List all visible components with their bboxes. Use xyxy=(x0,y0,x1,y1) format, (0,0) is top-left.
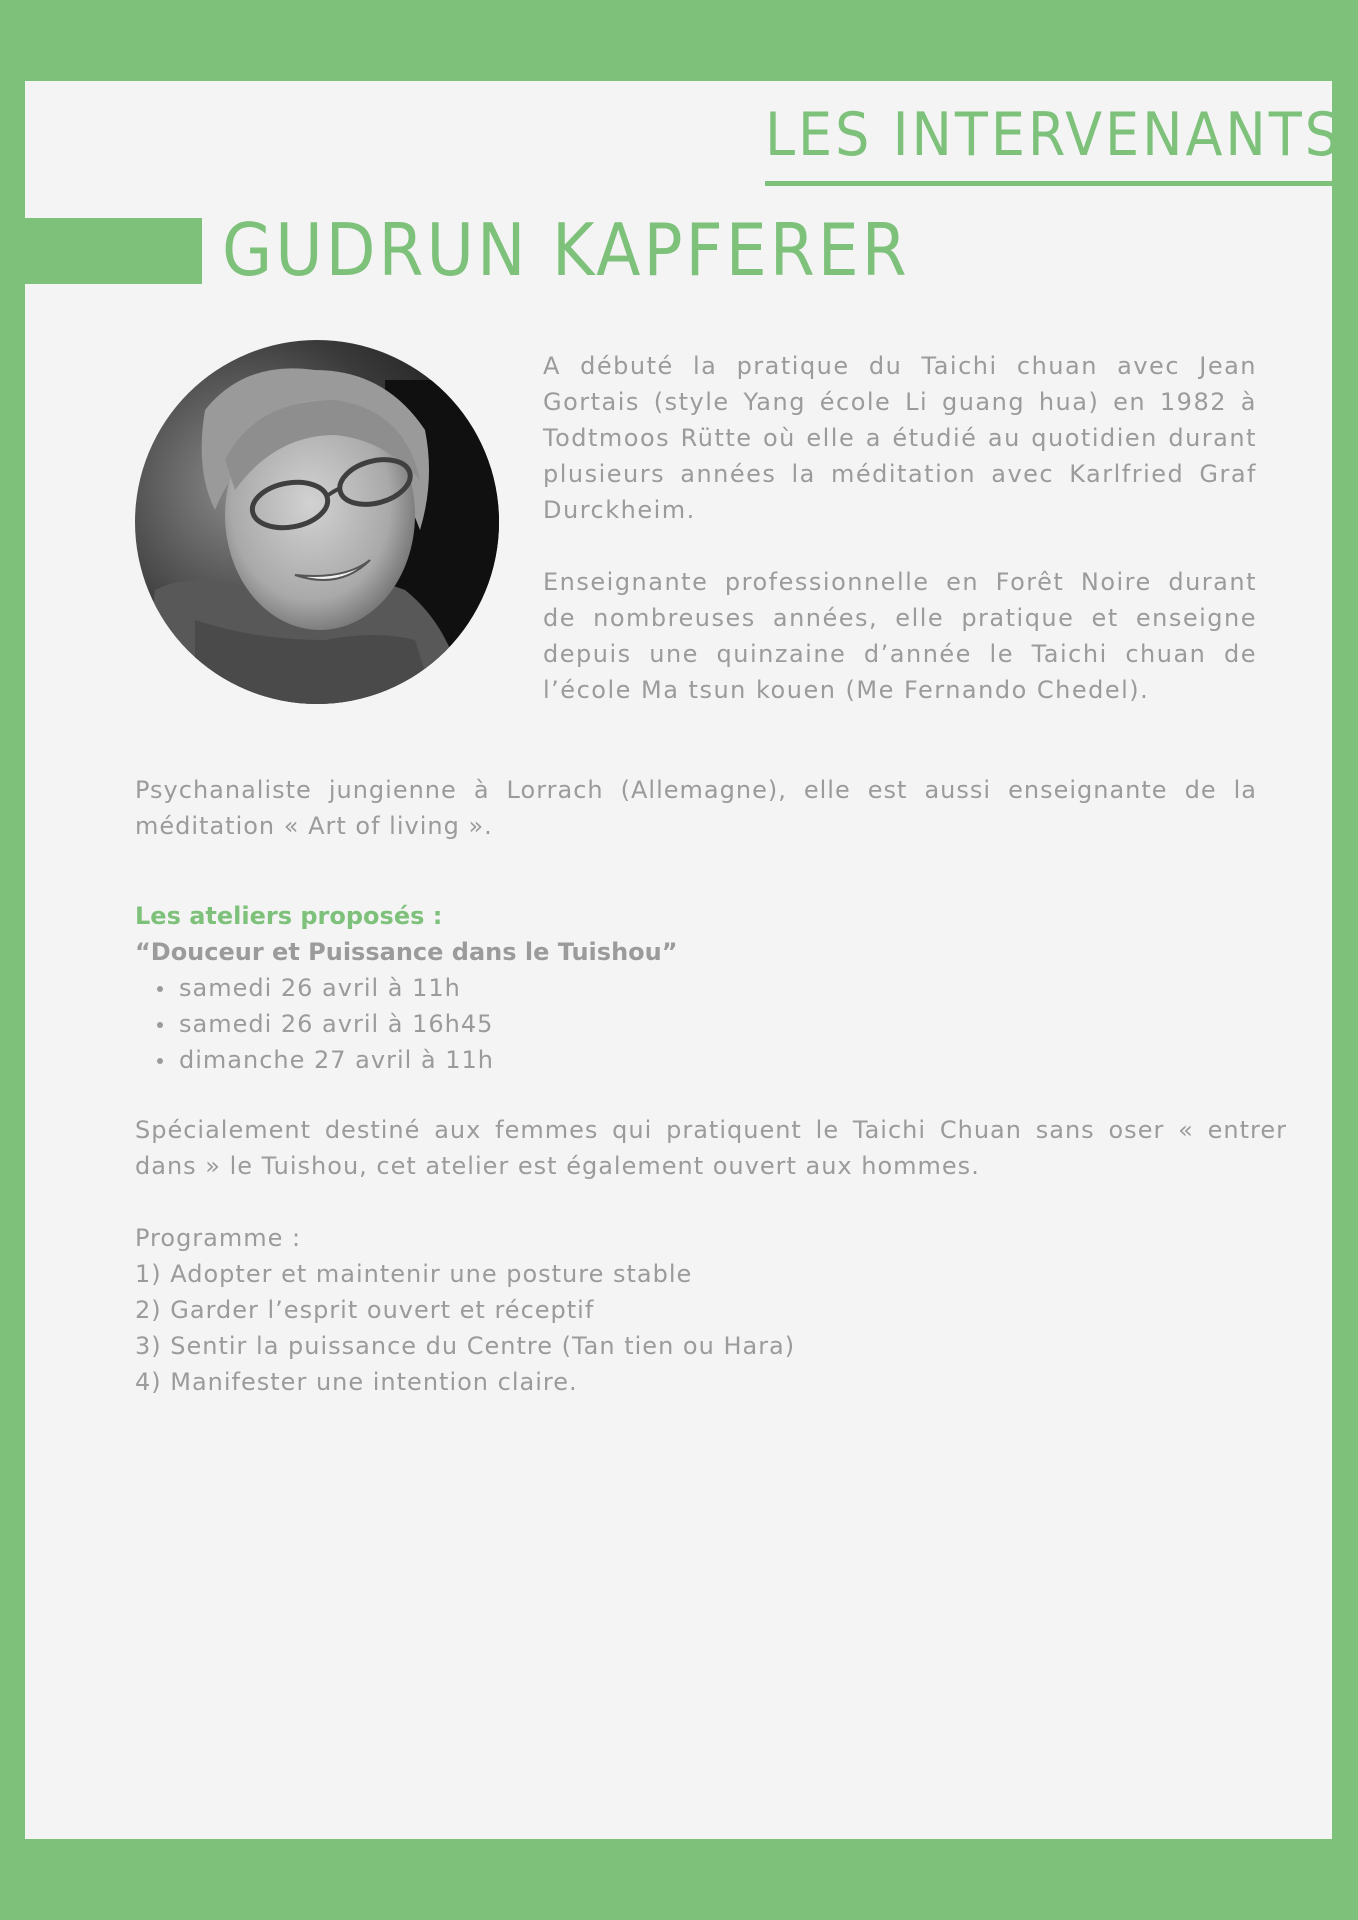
session-label: dimanche 27 avril à 11h xyxy=(179,1046,494,1074)
programme-step: 2) Garder l’esprit ouvert et réceptif xyxy=(135,1296,595,1324)
section-title-underline xyxy=(765,181,1333,186)
session-item xyxy=(135,970,1257,1006)
programme-step: 3) Sentir la puissance du Centre (Tan tien ou Hara) xyxy=(135,1332,796,1360)
programme-step: 1) Adopter et maintenir une posture stable xyxy=(135,1260,693,1288)
session-item xyxy=(135,1042,1257,1078)
programme-label: Programme : xyxy=(135,1224,302,1252)
speaker-bio xyxy=(543,348,1257,744)
portrait-photo-icon xyxy=(135,340,499,704)
section-title: LES INTERVENANTS xyxy=(765,100,1343,170)
speaker-psych-text: Psychanaliste jungienne à Lorrach (Allemagne), elle est aussi enseignante de la méditation « Art of living ». xyxy=(135,776,1257,840)
session-item xyxy=(135,1006,1257,1042)
session-label: samedi 26 avril à 11h xyxy=(179,974,461,1002)
bullet-icon xyxy=(157,1022,163,1028)
session-list xyxy=(135,970,1257,1078)
bullet-icon xyxy=(157,986,163,992)
speaker-name: GUDRUN KAPFERER xyxy=(222,208,910,292)
portrait-photo xyxy=(135,340,499,704)
bio-paragraph: Enseignante professionnelle en Forêt Noire durant de nombreuses années, elle pratique et enseigne depuis une quinzaine d’année le Taichi chuan de l’école Ma tsun kouen (Me Fernando Chedel). xyxy=(543,568,1257,704)
workshop-name: “Douceur et Puissance dans le Tuishou” xyxy=(135,938,678,966)
workshops-section xyxy=(135,898,1257,1078)
session-label: samedi 26 avril à 16h45 xyxy=(179,1010,494,1038)
programme-list xyxy=(135,1220,1287,1400)
programme-step: 4) Manifester une intention claire. xyxy=(135,1368,578,1396)
workshops-title: Les ateliers proposés : xyxy=(135,902,443,930)
workshop-description: Spécialement destiné aux femmes qui pratiquent le Taichi Chuan sans oser « entrer dans » le Tuishou, cet atelier est également ouvert aux hommes. xyxy=(135,1116,1287,1180)
bio-paragraph: A débuté la pratique du Taichi chuan avec Jean Gortais (style Yang école Li guang hua) en 1982 à Todtmoos Rütte où elle a étudié au quotidien durant plusieurs années la méditation avec Karlfried Graf Durckheim. xyxy=(543,352,1257,524)
name-accent-bar xyxy=(25,218,202,284)
bullet-icon xyxy=(157,1058,163,1064)
